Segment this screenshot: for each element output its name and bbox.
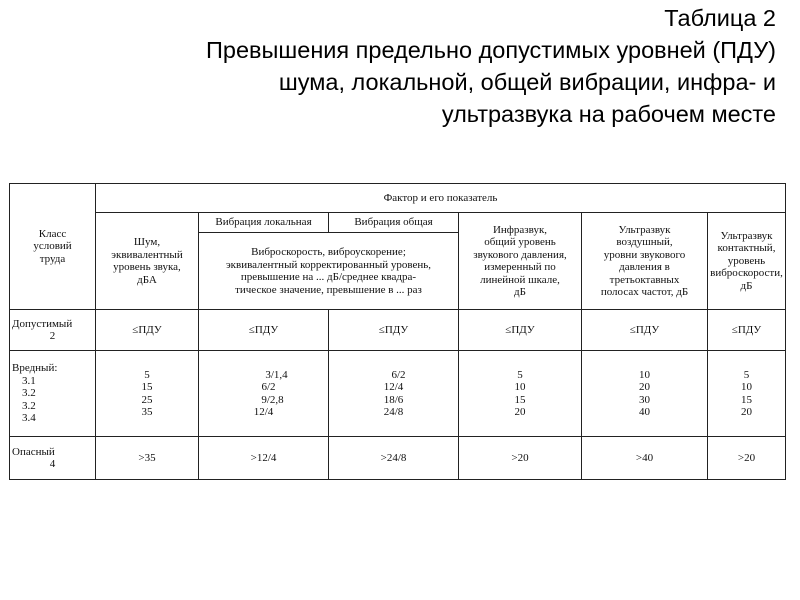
cell-permissible-ultra-air: ≤ПДУ [582, 310, 708, 351]
cell-permissible-noise: ≤ПДУ [96, 310, 199, 351]
cell-harmful-ultra-contact: 5 10 15 20 [708, 351, 786, 437]
cell-permissible-vib-local: ≤ПДУ [199, 310, 329, 351]
limits-table [9, 183, 786, 480]
table-row-permissible [10, 310, 786, 351]
class-header: Класс условий труда [10, 184, 96, 310]
cell-dangerous-ultra-contact: >20 [708, 437, 786, 480]
title-line-1: Таблица 2 [664, 5, 776, 31]
header-row-1 [10, 184, 786, 213]
cell-harmful-vib-local: 3/1,4 6/2 9/2,8 12/4 [199, 351, 329, 437]
vib-general-header: Вибрация общая [329, 213, 459, 233]
noise-header: Шум, эквивалентный уровень звука, дБА [96, 213, 199, 310]
class-label-permissible: Допустимый 2 [10, 310, 96, 351]
title-line-2: Превышения предельно допустимых уровней (ПДУ) [206, 37, 776, 63]
factor-header: Фактор и его показатель [96, 184, 786, 213]
header-row-2 [10, 213, 786, 233]
vib-local-header: Вибрация локальная [199, 213, 329, 233]
page-title [16, 2, 776, 130]
cell-permissible-ultra-contact: ≤ПДУ [708, 310, 786, 351]
cell-dangerous-vib-local: >12/4 [199, 437, 329, 480]
cell-dangerous-vib-general: >24/8 [329, 437, 459, 480]
title-line-3: шума, локальной, общей вибрации, инфра- и [278, 69, 776, 95]
vibration-description: Виброскорость, виброускорение; эквивалентный корректированный уровень, превышение на ... дБ/среднее квадра- тическое значение, превышение в ... раз [199, 233, 459, 310]
cell-dangerous-infra: >20 [459, 437, 582, 480]
infra-header: Инфразвук, общий уровень звукового давления, измеренный по линейной шкале, дБ [459, 213, 582, 310]
cell-harmful-ultra-air: 10 20 30 40 [582, 351, 708, 437]
cell-dangerous-ultra-air: >40 [582, 437, 708, 480]
table-row-harmful [10, 351, 786, 437]
cell-harmful-infra: 5 10 15 20 [459, 351, 582, 437]
cell-harmful-vib-general: 6/2 12/4 18/6 24/8 [329, 351, 459, 437]
cell-dangerous-noise: >35 [96, 437, 199, 480]
cell-permissible-vib-general: ≤ПДУ [329, 310, 459, 351]
class-label-dangerous: Опасный 4 [10, 437, 96, 480]
class-label-harmful: Вредный: 3.1 3.2 3.2 3.4 [10, 351, 96, 437]
table-row-dangerous [10, 437, 786, 480]
cell-harmful-noise: 5 15 25 35 [96, 351, 199, 437]
title-line-4: ультразвука на рабочем месте [441, 101, 776, 127]
ultra-contact-header: Ультразвук контактный, уровень виброскорости, дБ [708, 213, 786, 310]
ultra-air-header: Ультразвук воздушный, уровни звукового давления в третьоктавных полосах частот, дБ [582, 213, 708, 310]
cell-permissible-infra: ≤ПДУ [459, 310, 582, 351]
